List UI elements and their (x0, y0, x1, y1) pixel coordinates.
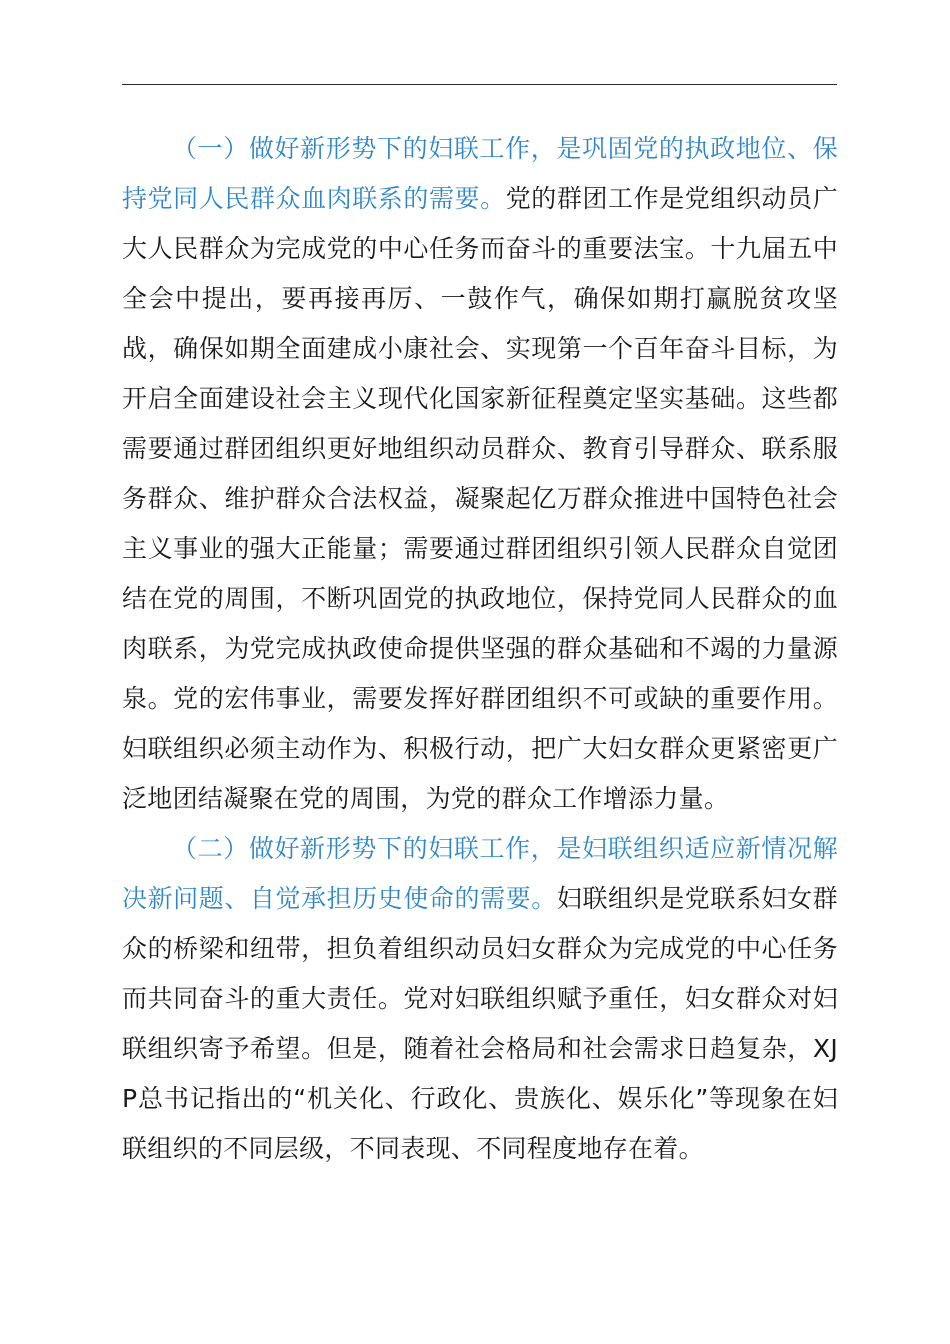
document-body (122, 124, 838, 1174)
header-rule (122, 84, 837, 85)
paragraph-1 (122, 124, 838, 824)
paragraph-2-heading: （二）做好新形势下的妇联工作，是妇联组织适应新情况解决新问题、自觉承担历史使命的需要。 (122, 834, 838, 913)
paragraph-2-text: 妇联组织是党联系妇女群众的桥梁和纽带，担负着组织动员妇女群众为完成党的中心任务而共同奋斗的重大责任。党对妇联组织赋予重任，妇女群众对妇联组织寄予希望。但是，随着社会格局和社会需求日趋复杂，XJP总书记指出的“机关化、行政化、贵族化、娱乐化”等现象在妇联组织的不同层级，不同表现、不同程度地存在着。 (122, 884, 838, 1163)
paragraph-1-text: 党的群团工作是党组织动员广大人民群众为完成党的中心任务而奋斗的重要法宝。十九届五中全会中提出，要再接再厉、一鼓作气，确保如期打赢脱贫攻坚战，确保如期全面建成小康社会、实现第一个百年奋斗目标，为开启全面建设社会主义现代化国家新征程奠定坚实基础。这些都需要通过群团组织更好地组织动员群众、教育引导群众、联系服务群众、维护群众合法权益，凝聚起亿万群众推进中国特色社会主义事业的强大正能量；需要通过群团组织引领人民群众自觉团结在党的周围，不断巩固党的执政地位，保持党同人民群众的血肉联系，为党完成执政使命提供坚强的群众基础和不竭的力量源泉。党的宏伟事业，需要发挥好群团组织不可或缺的重要作用。妇联组织必须主动作为、积极行动，把广大妇女群众更紧密更广泛地团结凝聚在党的周围，为党的群众工作增添力量。 (122, 184, 838, 813)
paragraph-1-heading: （一）做好新形势下的妇联工作，是巩固党的执政地位、保持党同人民群众血肉联系的需要。 (122, 134, 838, 213)
paragraph-2 (122, 824, 838, 1174)
